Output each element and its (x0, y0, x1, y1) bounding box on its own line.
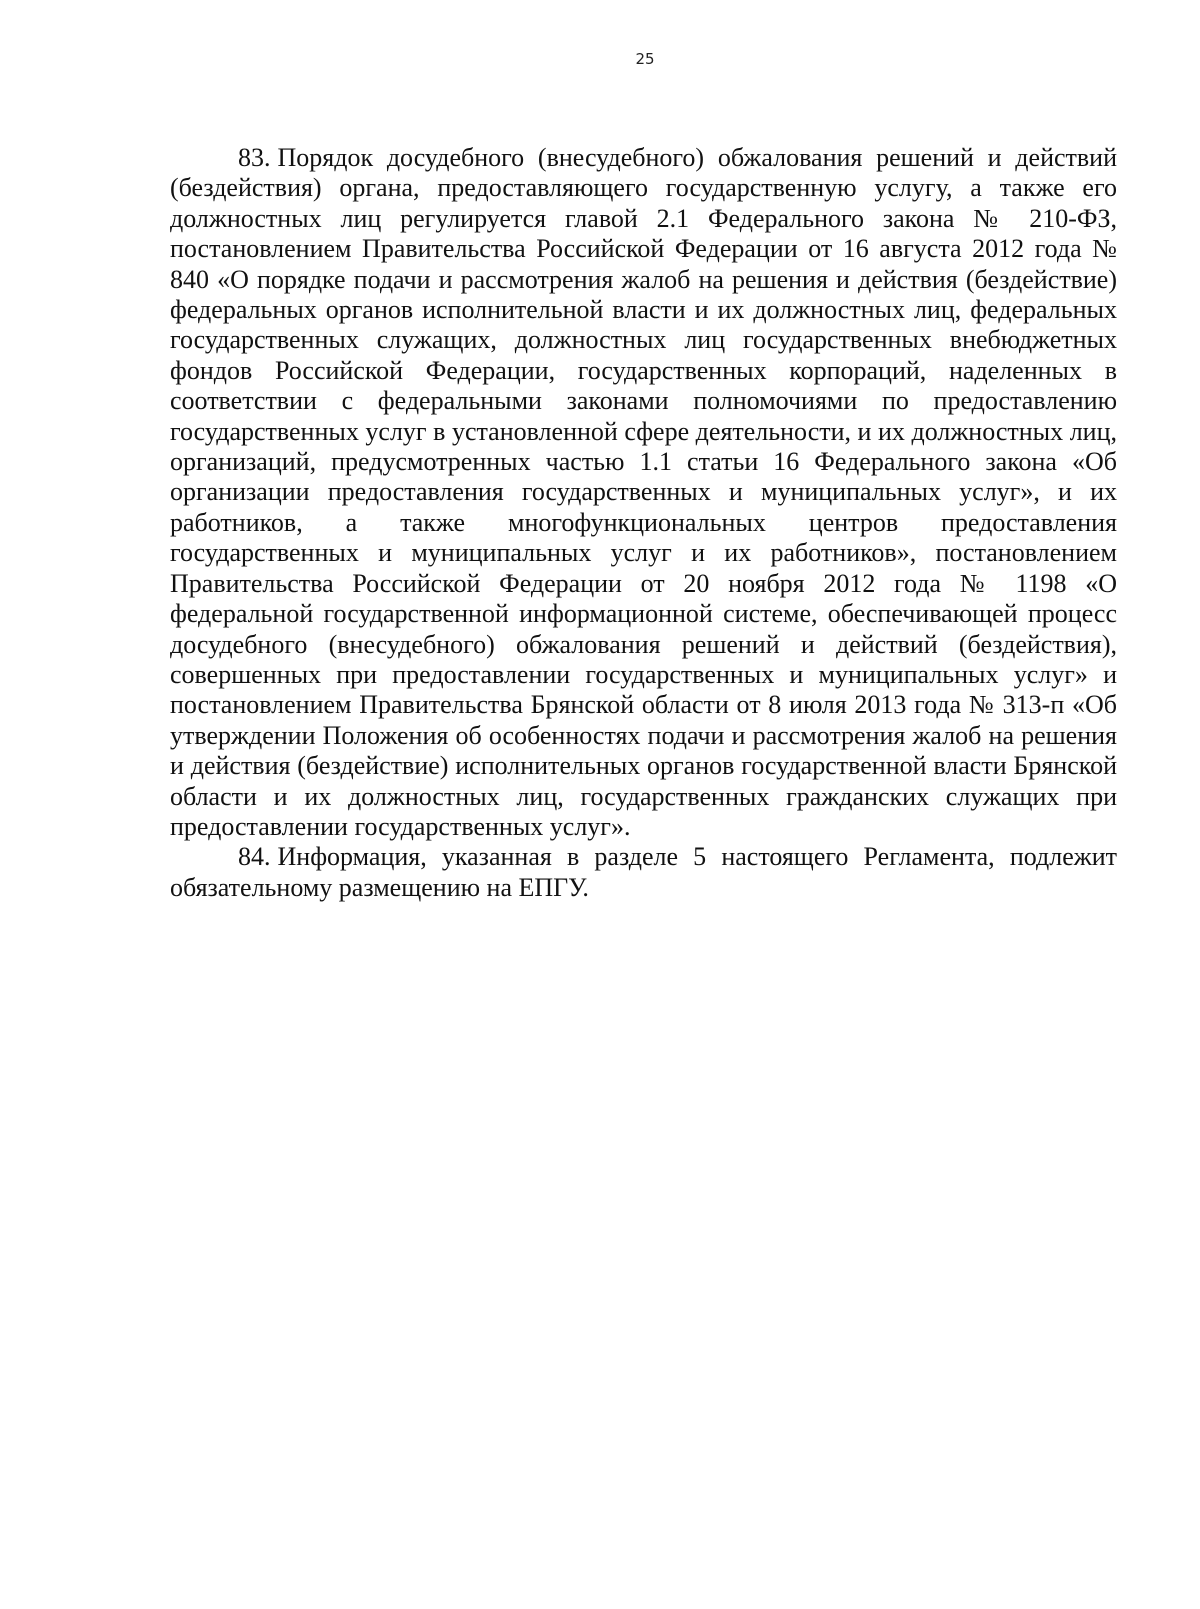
paragraph-number: 83. (238, 143, 271, 172)
paragraph-83 (170, 143, 1117, 842)
paragraph-text: Информация, указанная в разделе 5 настоящего Регламента, подлежит обязательному размещению на ЕПГУ. (170, 842, 1117, 902)
paragraph-84 (170, 842, 1117, 903)
page-number: 25 (635, 50, 655, 68)
paragraph-text: Порядок досудебного (внесудебного) обжалования решений и действий (бездействия) органа, предоставляющего государственную услугу, а также его должностных лиц регулируется главой 2.1 Федерального закона № 210-ФЗ, постановлением Правительства Российской Федерации от 16 августа 2012 года № 840 «О порядке подачи и рассмотрения жалоб на решения и действия (бездействие) федеральных органов исполнительной власти и их должностных лиц, федеральных государственных служащих, должностных лиц государственных внебюджетных фондов Российской Федерации, государственных корпораций, наделенных в соответствии с федеральными законами полномочиями по предоставлению государственных услуг в установленной сфере деятельности, и их должностных лиц, организаций, предусмотренных частью 1.1 статьи 16 Федерального закона «Об организации предоставления государственных и муниципальных услуг», и их работников, а также многофункциональных центров предоставления государственных и муниципальных услуг и их работников», постановлением Правительства Российской Федерации от 20 ноября 2012 года № 1198 «О федеральной государственной информационной системе, обеспечивающей процесс досудебного (внесудебного) обжалования решений и действий (бездействия), совершенных при предоставлении государственных и муниципальных услуг» и постановлением Правительства Брянской области от 8 июля 2013 года № 313-п «Об утверждении Положения об особенностях подачи и рассмотрения жалоб на решения и действия (бездействие) исполнительных органов государственной власти Брянской области и их должностных лиц, государственных гражданских служащих при предоставлении государственных услуг». (170, 143, 1117, 841)
paragraph-number: 84. (238, 842, 271, 872)
document-body (170, 143, 1117, 903)
